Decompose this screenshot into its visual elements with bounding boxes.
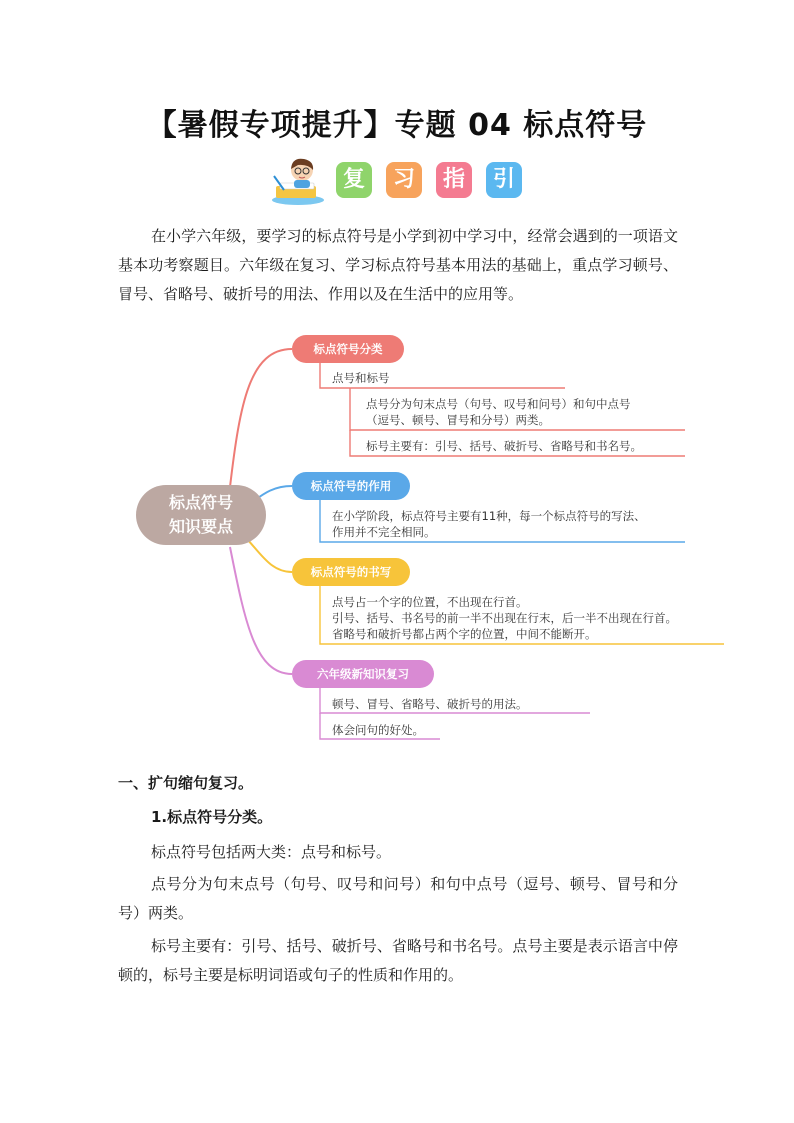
body-paragraph: 标号主要有：引号、括号、破折号、省略号和书名号。点号主要是表示语言中停顿的，标号主要是标明词语或句子的性质和作用的。 [118, 937, 678, 984]
page-title: 【暑假专项提升】专题 04 标点符号 [146, 108, 648, 143]
branch-writing-item: 点号占一个字的位置，不出现在行首。 引号、括号、书名号的前一半不出现在行末，后一半不出现在行首。 省略号和破折号都占两个字的位置，中间不能断开。 [332, 595, 677, 641]
guide-char-yin: 引 [486, 162, 522, 198]
mind-map-center: 标点符号 知识要点 [136, 485, 266, 545]
branch-function-item: 在小学阶段，标点符号主要有11种，每一个标点符号的写法、 作用并不完全相同。 [332, 509, 646, 539]
branch-review-item: 体会问句的好处。 [332, 723, 424, 737]
review-guide-banner [268, 156, 528, 206]
body-paragraph: 点号分为句末点号（句号、叹号和问号）和句中点号（逗号、顿号、冒号和分号）两类。 [118, 875, 678, 922]
guide-char-fu: 复 [336, 162, 372, 198]
branch-writing: 标点符号的书写 [292, 558, 410, 586]
body-paragraph: 标点符号包括两大类：点号和标号。 [151, 843, 392, 861]
branch-review: 六年级新知识复习 [292, 660, 434, 688]
branch-function: 标点符号的作用 [292, 472, 410, 500]
section-heading: 一、扩句缩句复习。 [118, 774, 254, 792]
branch-classification-item: 点号和标号 [332, 371, 390, 385]
guide-char-zhi: 指 [436, 162, 472, 198]
student-reading-icon [268, 156, 332, 206]
branch-classification-item: 标号主要有：引号、括号、破折号、省略号和书名号。 [366, 439, 642, 453]
branch-review-item: 顿号、冒号、省略号、破折号的用法。 [332, 697, 528, 711]
subsection-heading: 1.标点符号分类。 [151, 808, 273, 826]
guide-char-xi: 习 [386, 162, 422, 198]
branch-classification: 标点符号分类 [292, 335, 404, 363]
intro-paragraph: 在小学六年级，要学习的标点符号是小学到初中学习中，经常会遇到的一项语文基本功考察题目。六年级在复习、学习标点符号基本用法的基础上，重点学习顿号、冒号、省略号、破折号的用法、作用以及在生活中的应用等。 [118, 227, 678, 303]
branch-classification-item: 点号分为句末点号（句号、叹号和问号）和句中点号 （逗号、顿号、冒号和分号）两类。 [366, 397, 631, 427]
mind-map [120, 322, 730, 752]
